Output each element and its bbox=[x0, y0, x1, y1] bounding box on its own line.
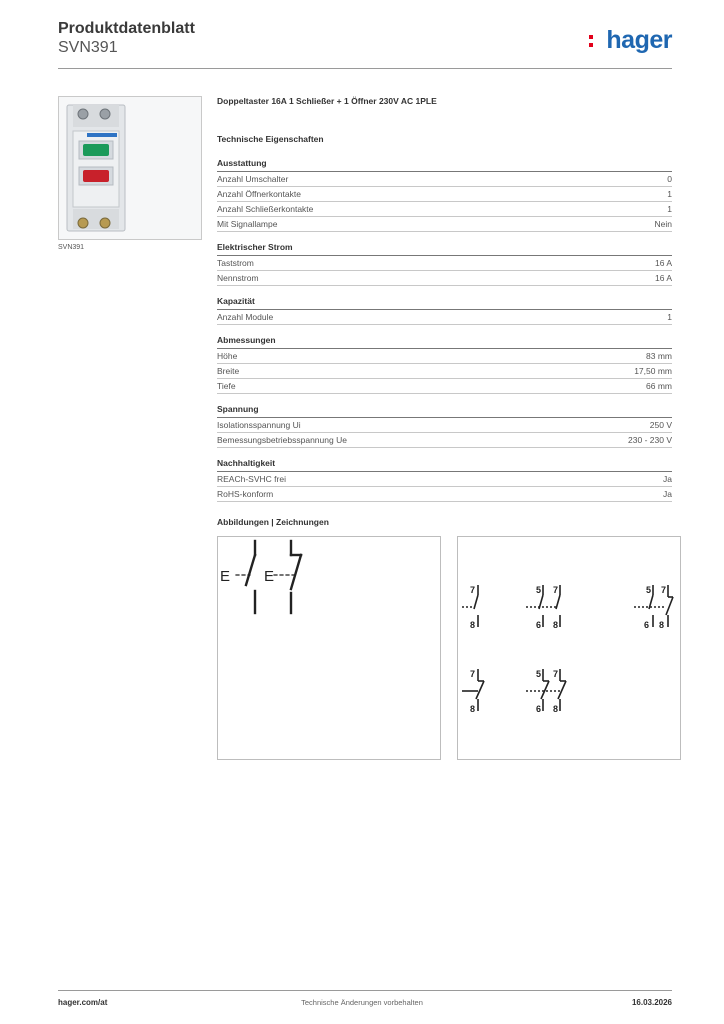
spec-group-title: Ausstattung bbox=[217, 158, 672, 172]
spec-label: Nennstrom bbox=[217, 273, 259, 283]
spec-label: Anzahl Module bbox=[217, 312, 274, 322]
product-photo bbox=[58, 96, 202, 240]
drawing-panel-wiring bbox=[457, 536, 681, 760]
spec-group-title: Elektrischer Strom bbox=[217, 242, 672, 256]
spec-group-title: Abmessungen bbox=[217, 335, 672, 349]
spec-value: 17,50 mm bbox=[634, 366, 672, 376]
spec-row bbox=[217, 349, 672, 364]
drawings-heading: Abbildungen | Zeichnungen bbox=[217, 517, 329, 527]
spec-group-title: Spannung bbox=[217, 404, 672, 418]
spec-group-ausstattung bbox=[217, 158, 672, 232]
spec-row bbox=[217, 487, 672, 502]
terminal-label: 8 bbox=[470, 620, 476, 630]
spec-label: Taststrom bbox=[217, 258, 254, 268]
spec-label: Breite bbox=[217, 366, 240, 376]
terminal-label: 5 bbox=[536, 669, 542, 679]
spec-label: Tiefe bbox=[217, 381, 236, 391]
terminal-label: 8 bbox=[553, 620, 559, 630]
spec-row bbox=[217, 172, 672, 187]
spec-label: REACh-SVHC frei bbox=[217, 474, 286, 484]
hager-logo: hager bbox=[606, 26, 672, 54]
spec-value: 1 bbox=[667, 204, 672, 214]
spec-group-abmessungen bbox=[217, 335, 672, 394]
spec-row bbox=[217, 310, 672, 325]
spec-sheet bbox=[217, 96, 672, 512]
footer-website[interactable]: hager.com/at bbox=[58, 998, 108, 1007]
product-title: Doppeltaster 16A 1 Schließer + 1 Öffner 230V AC 1PLE bbox=[217, 96, 437, 106]
spec-value: 250 V bbox=[649, 420, 672, 430]
page-header bbox=[58, 20, 672, 70]
spec-group-spannung bbox=[217, 404, 672, 448]
symbol-letter: E bbox=[264, 568, 275, 585]
terminal-label: 7 bbox=[553, 669, 559, 679]
drawing-panel-symbol bbox=[217, 536, 441, 760]
terminal-label: 6 bbox=[536, 704, 542, 714]
spec-value: 83 mm bbox=[646, 351, 672, 361]
spec-value: Ja bbox=[663, 489, 672, 499]
pushbutton-symbol-icon bbox=[218, 537, 440, 759]
spec-label: Höhe bbox=[217, 351, 238, 361]
spec-row bbox=[217, 364, 672, 379]
spec-value: 16 A bbox=[654, 258, 672, 268]
product-image-icon bbox=[59, 97, 201, 239]
specs-heading: Technische Eigenschaften bbox=[217, 134, 324, 144]
spec-group-kapazitaet bbox=[217, 296, 672, 325]
photo-caption: SVN391 bbox=[58, 244, 85, 251]
spec-value: 0 bbox=[667, 174, 672, 184]
header-divider bbox=[58, 68, 672, 69]
spec-group-title: Nachhaltigkeit bbox=[217, 458, 672, 472]
terminal-label: 7 bbox=[470, 669, 476, 679]
spec-label: RoHS-konform bbox=[217, 489, 274, 499]
spec-group-title: Kapazität bbox=[217, 296, 672, 310]
spec-row bbox=[217, 217, 672, 232]
spec-label: Anzahl Schließerkontakte bbox=[217, 204, 314, 214]
spec-label: Anzahl Umschalter bbox=[217, 174, 289, 184]
spec-row bbox=[217, 256, 672, 271]
spec-value: 66 mm bbox=[646, 381, 672, 391]
spec-row bbox=[217, 418, 672, 433]
spec-value: 1 bbox=[667, 312, 672, 322]
green-button bbox=[83, 144, 109, 156]
document-subtitle: SVN391 bbox=[58, 39, 118, 56]
footer-notice: Technische Änderungen vorbehalten bbox=[301, 998, 423, 1007]
spec-label: Bemessungsbetriebsspannung Ue bbox=[217, 435, 347, 445]
spec-group-elektrischer-strom bbox=[217, 242, 672, 286]
spec-row bbox=[217, 202, 672, 217]
document-title: Produktdatenblatt bbox=[58, 20, 195, 37]
footer-divider bbox=[58, 990, 672, 991]
spec-row bbox=[217, 433, 672, 448]
spec-row bbox=[217, 472, 672, 487]
spec-group-nachhaltigkeit bbox=[217, 458, 672, 502]
terminal-label: 8 bbox=[553, 704, 559, 714]
spec-value: Nein bbox=[654, 219, 672, 229]
spec-label: Isolationsspannung Ui bbox=[217, 420, 301, 430]
wiring-diagram-icon bbox=[458, 537, 680, 759]
terminal-label: 6 bbox=[536, 620, 542, 630]
spec-value: 16 A bbox=[654, 273, 672, 283]
terminal-label: 7 bbox=[553, 585, 559, 595]
terminal-label: 5 bbox=[646, 585, 652, 595]
spec-label: Mit Signallampe bbox=[217, 219, 278, 229]
spec-value: 1 bbox=[667, 189, 672, 199]
red-button bbox=[83, 170, 109, 182]
terminal-label: 8 bbox=[470, 704, 476, 714]
spec-value: 230 - 230 V bbox=[628, 435, 672, 445]
spec-row bbox=[217, 187, 672, 202]
terminal-label: 8 bbox=[659, 620, 665, 630]
terminal-label: 7 bbox=[661, 585, 667, 595]
symbol-letter: E bbox=[220, 568, 231, 585]
spec-label: Anzahl Öffnerkontakte bbox=[217, 189, 301, 199]
spec-value: Ja bbox=[663, 474, 672, 484]
terminal-label: 5 bbox=[536, 585, 542, 595]
logo-dots bbox=[589, 35, 593, 48]
terminal-label: 6 bbox=[644, 620, 650, 630]
spec-row bbox=[217, 379, 672, 394]
footer-date: 16.03.2026 bbox=[631, 998, 672, 1007]
terminal-label: 7 bbox=[470, 585, 476, 595]
spec-row bbox=[217, 271, 672, 286]
